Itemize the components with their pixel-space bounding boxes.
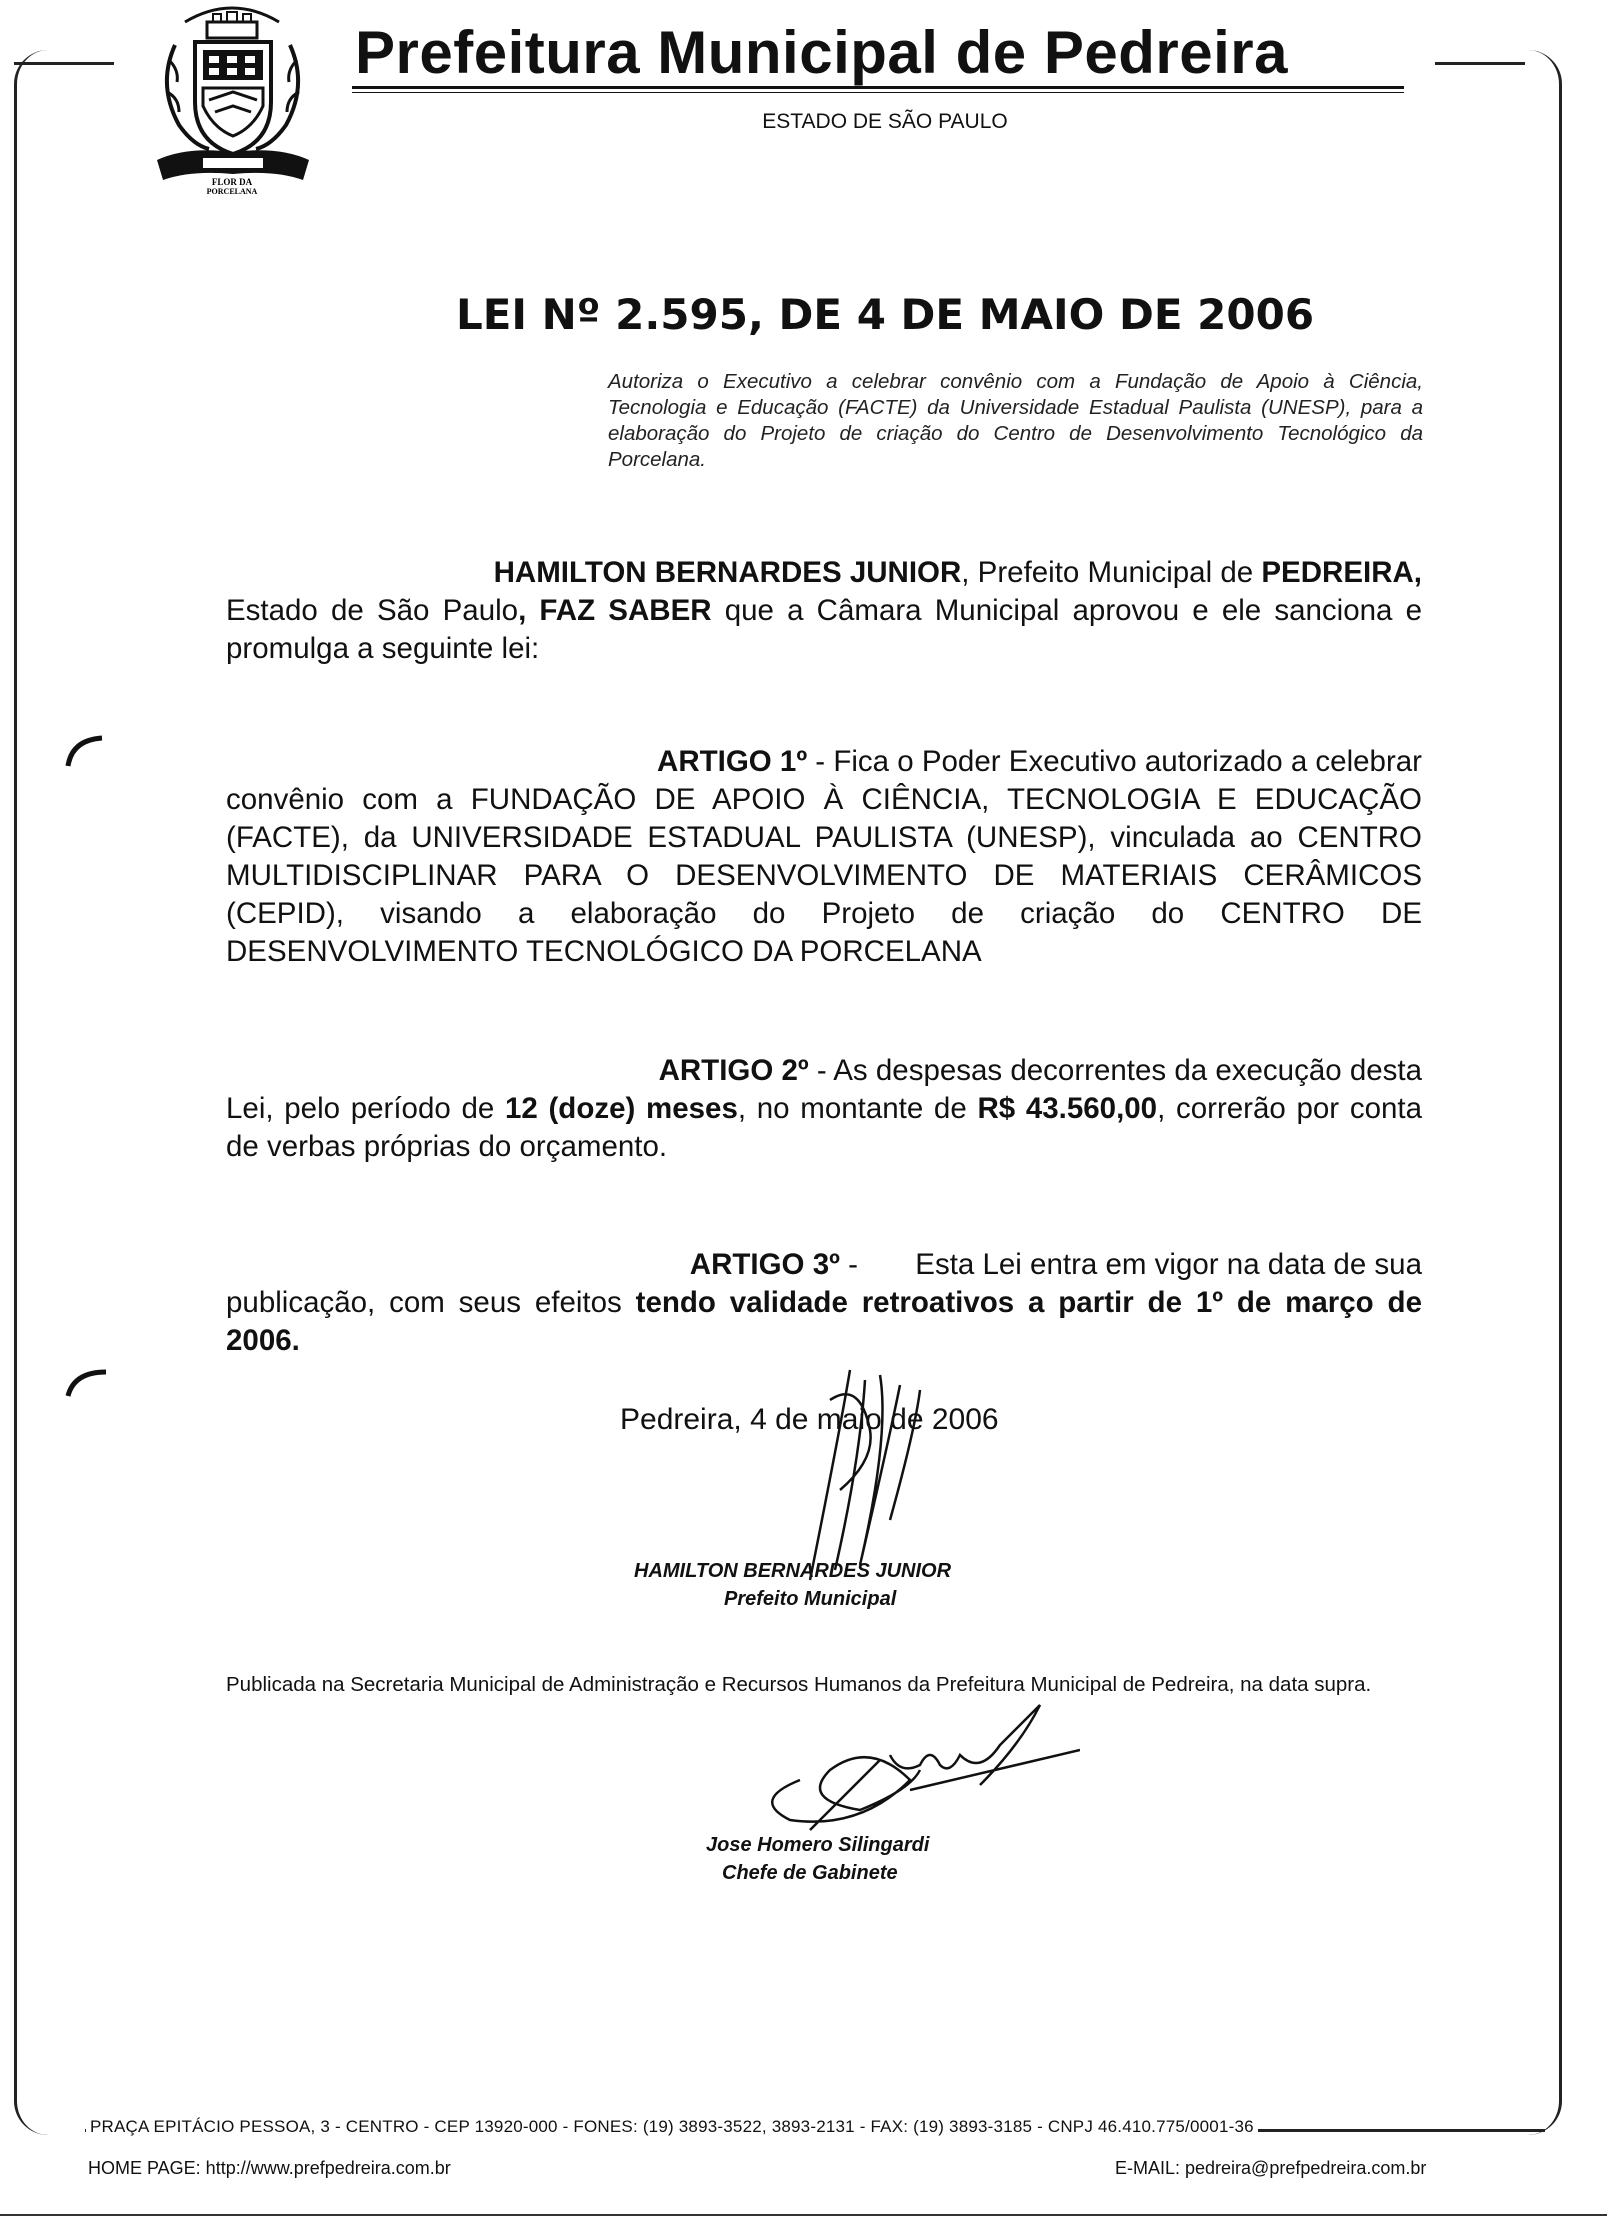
article-2-period: 12 (doze) meses: [504, 1092, 738, 1125]
svg-text:FLOR DA: FLOR DA: [211, 177, 253, 187]
article-3-bold: tendo validade retroativos a partir de 1º de março de 2006: [226, 1286, 1422, 1357]
frame-top-right-line: [1435, 62, 1525, 65]
intro-text-b: Estado de São Paulo: [226, 594, 519, 627]
chief-signature-icon: [740, 1700, 1080, 1835]
title-underline: [352, 86, 1404, 89]
article-3-text-b: .: [291, 1324, 300, 1357]
intro-text-a: , Prefeito Municipal de: [961, 556, 1262, 589]
punch-mark-icon: [62, 1360, 117, 1400]
article-3-text-a: publicação, com seus efeitos: [226, 1286, 636, 1319]
article-1-text-first: - Fica o Poder Executivo autorizado a celebrar: [807, 745, 1422, 778]
law-summary: Autoriza o Executivo a celebrar convênio com a Fundação de Apoio à Ciência, Tecnologia e Educação (FACTE) da Universidade Estadual Paulista (UNESP), para a elaboração do Projeto de criação do Centro de Desenvolvimento Tecnológico da Porcelana.: [608, 370, 1423, 471]
intro-first-line: [226, 554, 1422, 592]
bottom-rule: [0, 2214, 1607, 2216]
page-title: Prefeitura Municipal de Pedreira: [355, 19, 1288, 86]
law-title: LEI Nº 2.595, DE 4 DE MAIO DE 2006: [455, 290, 1315, 339]
article-2-text-c: , correrão por conta de verbas próprias do orçamento.: [226, 1092, 1422, 1163]
article-1-first-line: [226, 743, 1422, 781]
title-underline-thin: [352, 92, 1404, 93]
article-3-text-first: - Esta Lei entra em vigor na data de sua: [839, 1248, 1422, 1281]
article-2-text-first: - As despesas decorrentes da execução desta: [808, 1054, 1422, 1087]
frame-top-left-line: [14, 62, 114, 65]
footer-address: PRAÇA EPITÁCIO PESSOA, 3 - CENTRO - CEP 13920-000 - FONES: (19) 3893-3522, 3893-2131 - FAX: (19) 3893-3185 - CNPJ 46.410.775/0001-36: [86, 2117, 1258, 2137]
article-2-text-b: , no montante de: [737, 1092, 978, 1125]
chief-role: Chefe de Gabinete: [722, 1862, 898, 1884]
coat-of-arms-icon: [145, 0, 320, 195]
footer-homepage[interactable]: HOME PAGE: http://www.prefpedreira.com.br: [88, 2158, 451, 2178]
intro-paragraph: [226, 554, 1422, 668]
article-3: [226, 1246, 1422, 1360]
publication-note: Publicada na Secretaria Municipal de Administração e Recursos Humanos da Prefeitura Municipal de Pedreira, na data supra.: [226, 1673, 1372, 1696]
mayor-role: Prefeito Municipal: [724, 1588, 897, 1610]
city-name: PEDREIRA,: [1261, 556, 1422, 589]
article-1-text: convênio com a FUNDAÇÃO DE APOIO À CIÊNCIA, TECNOLOGIA E EDUCAÇÃO (FACTE), da UNIVERSIDADE ESTADUAL PAULISTA (UNESP), vinculada ao CENTRO MULTIDISCIPLINAR PARA O DESENVOLVIMENTO DE MATERIAIS CERÂMICOS (CEPID), visando a elaboração do Projeto de criação do CENTRO DE DESENVOLVIMENTO TECNOLÓGICO DA PORCELANA: [226, 783, 1422, 968]
article-2-label: ARTIGO 2º: [658, 1054, 809, 1087]
article-1: [226, 743, 1422, 971]
state-subtitle: ESTADO DE SÃO PAULO: [762, 110, 1008, 133]
article-2-first-line: [226, 1052, 1422, 1090]
faz-saber: , FAZ SABER: [518, 594, 712, 627]
article-2: [226, 1052, 1422, 1166]
mayor-name-signature: HAMILTON BERNARDES JUNIOR: [634, 1560, 952, 1582]
article-3-first-line: [226, 1246, 1422, 1284]
intro-text-c: que a Câmara Municipal aprovou e ele sanciona e promulga a seguinte lei:: [226, 594, 1422, 665]
article-2-amount: R$ 43.560,00: [977, 1092, 1158, 1125]
article-1-label: ARTIGO 1º: [657, 745, 808, 778]
mayor-name: HAMILTON BERNARDES JUNIOR: [493, 556, 962, 589]
place-date: Pedreira, 4 de maio de 2006: [620, 1403, 999, 1436]
punch-mark-icon: [62, 730, 112, 770]
svg-text:PORCELANA: PORCELANA: [206, 187, 258, 195]
article-3-label: ARTIGO 3º: [689, 1248, 840, 1281]
chief-name: Jose Homero Silingardi: [706, 1834, 930, 1856]
article-2-text-a: Lei, pelo período de: [226, 1092, 505, 1125]
footer-email[interactable]: E-MAIL: pedreira@prefpedreira.com.br: [1115, 2158, 1427, 2178]
